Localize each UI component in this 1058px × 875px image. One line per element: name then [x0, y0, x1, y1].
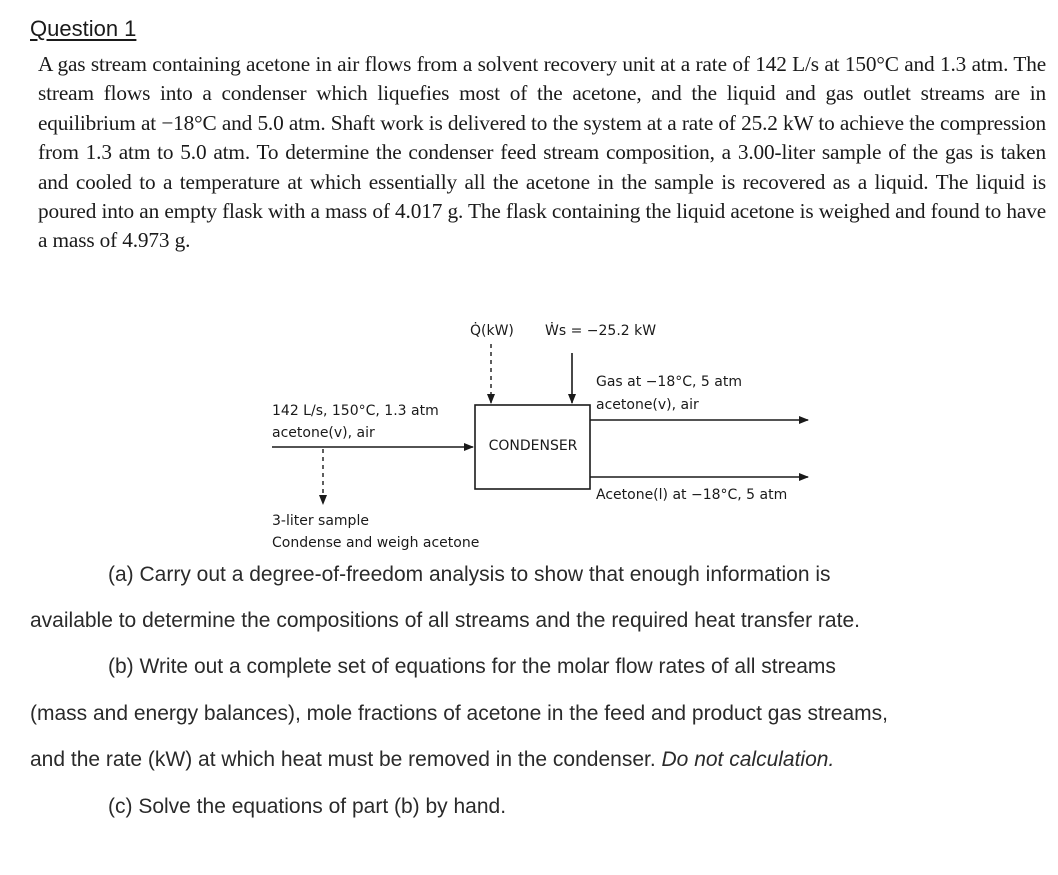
part-b-line-3-text: and the rate (kW) at which heat must be removed in the condenser.	[30, 748, 656, 771]
part-c-line-1: (c) Solve the equations of part (b) by hand.	[108, 795, 507, 818]
part-b-line-3	[30, 748, 834, 772]
sample-instructions: Condense and weigh acetone	[272, 535, 480, 551]
condenser-flow-diagram	[0, 300, 1058, 560]
part-b-line-1: (b) Write out a complete set of equations for the molar flow rates of all streams	[108, 655, 836, 678]
condenser-label: CONDENSER	[488, 438, 578, 454]
question-heading: Question 1	[30, 16, 137, 41]
gas-outlet-components: acetone(v), air	[596, 397, 699, 413]
problem-statement: A gas stream containing acetone in air flows from a solvent recovery unit at a rate of 142 L/s at 150°C and 1.3 atm. The stream flows into a condenser which liquefies most of the acetone, and the liquid and gas outlet streams are in equilibrium at −18°C and 5.0 atm. Shaft work is delivered to the system at a rate of 25.2 kW to achieve the compression from 1.3 atm to 5.0 atm. To determine the condenser feed stream composition, a 3.00-liter sample of the gas is taken and cooled to a temperature at which essentially all the acetone in the sample is recovered as a liquid. The liquid is poured into an empty flask with a mass of 4.017 g. The flask containing the liquid acetone is weighed and found to have a mass of 4.973 g.	[38, 52, 1046, 253]
feed-stream-conditions: 142 L/s, 150°C, 1.3 atm	[272, 403, 439, 419]
work-label: Ẇs = −25.2 kW	[545, 323, 657, 339]
part-a-line-2: available to determine the compositions of all streams and the required heat transfer rate.	[30, 609, 860, 632]
part-b-note: Do not calculation.	[661, 748, 835, 771]
heat-label: Q̇(kW)	[470, 323, 514, 339]
liquid-outlet-label: Acetone(l) at −18°C, 5 atm	[596, 487, 788, 503]
sample-label: 3-liter sample	[272, 513, 369, 529]
part-b-line-2: (mass and energy balances), mole fractions of acetone in the feed and product gas streams,	[30, 702, 888, 725]
feed-stream-components: acetone(v), air	[272, 425, 375, 441]
gas-outlet-conditions: Gas at −18°C, 5 atm	[596, 374, 742, 390]
part-a-line-1: (a) Carry out a degree-of-freedom analysis to show that enough information is	[108, 563, 831, 586]
